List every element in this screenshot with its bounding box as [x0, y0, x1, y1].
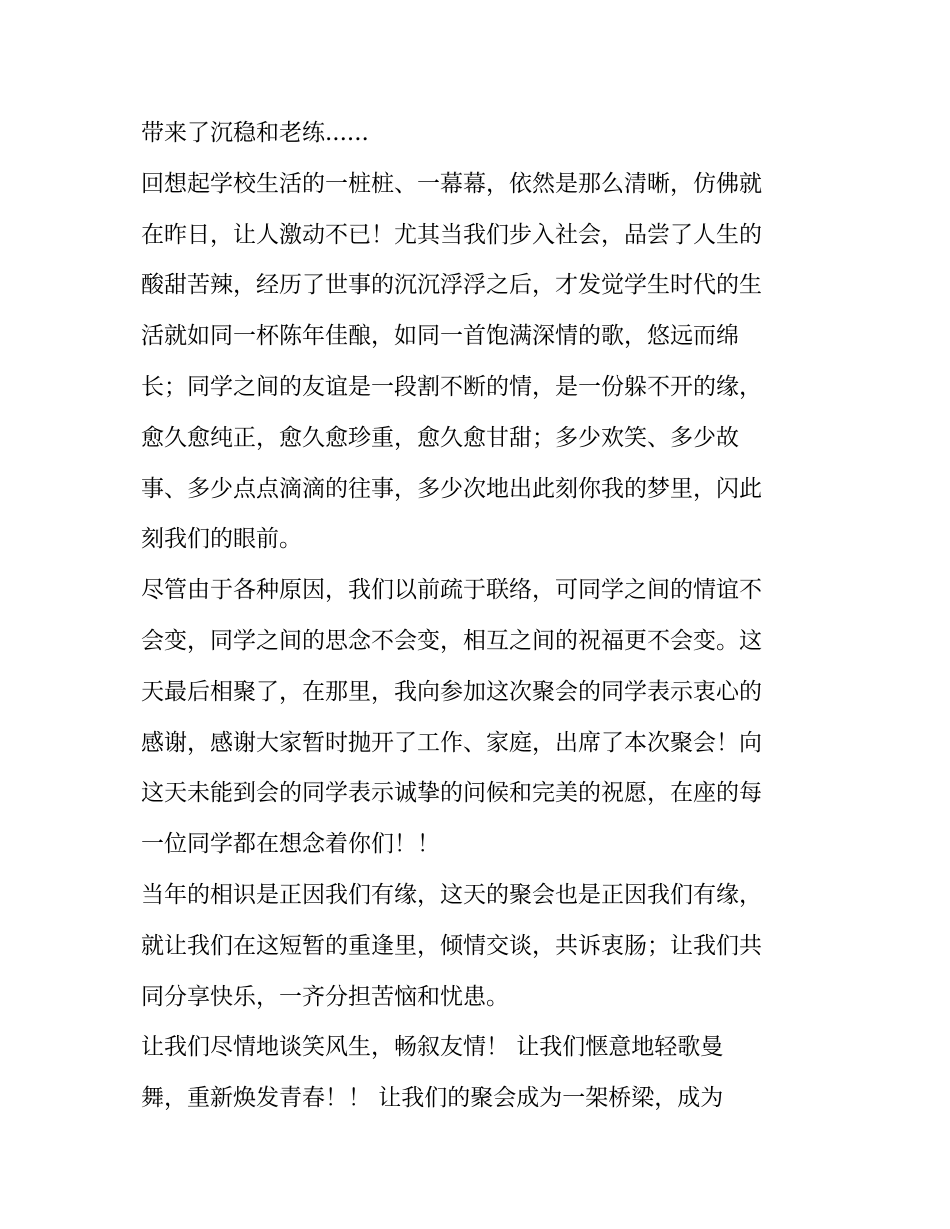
text-line: 这天未能到会的同学表示诚挚的问候和完美的祝愿，在座的每	[141, 780, 762, 807]
text-line: 长；同学之间的友谊是一段割不断的情，是一份躲不开的缘，	[141, 373, 762, 400]
text-line: 当年的相识是正因我们有缘，这天的聚会也是正因我们有缘，	[141, 881, 762, 908]
text-line: 尽管由于各种原因，我们以前疏于联络，可同学之间的情谊不	[141, 577, 762, 604]
text-line: 同分享快乐，一齐分担苦恼和忧患。	[141, 983, 509, 1010]
text-line: 让我们尽情地谈笑风生，畅叙友情！ 让我们惬意地轻歌曼	[141, 1034, 724, 1061]
text-line: 就让我们在这短暂的重逢里，倾情交谈，共诉衷肠；让我们共	[141, 932, 762, 959]
text-line: 带来了沉稳和老练......	[141, 120, 369, 146]
text-line: 感谢，感谢大家暂时抛开了工作、家庭，出席了本次聚会！向	[141, 729, 762, 756]
text-line: 一位同学都在想念着你们！！	[141, 831, 440, 858]
text-line: 活就如同一杯陈年佳酿，如同一首饱满深情的歌，悠远而绵	[141, 323, 739, 350]
text-line: 在昨日，让人激动不已！尤其当我们步入社会，品尝了人生的	[141, 221, 762, 248]
text-line: 酸甜苦辣，经历了世事的沉沉浮浮之后，才发觉学生时代的生	[141, 272, 762, 299]
text-line: 刻我们的眼前。	[141, 526, 302, 553]
text-line: 舞，重新焕发青春！！ 让我们的聚会成为一架桥梁，成为	[141, 1085, 724, 1112]
text-line: 愈久愈纯正，愈久愈珍重，愈久愈甘甜；多少欢笑、多少故	[141, 424, 739, 451]
text-line: 会变，同学之间的思念不会变，相互之间的祝福更不会变。这	[141, 627, 762, 654]
text-line: 回想起学校生活的一桩桩、一幕幕，依然是那么清晰，仿佛就	[141, 170, 762, 197]
text-line: 天最后相聚了，在那里，我向参加这次聚会的同学表示衷心的	[141, 678, 762, 705]
text-line: 事、多少点点滴滴的往事，多少次地出此刻你我的梦里，闪此	[141, 475, 762, 502]
body-text	[141, 108, 821, 1124]
